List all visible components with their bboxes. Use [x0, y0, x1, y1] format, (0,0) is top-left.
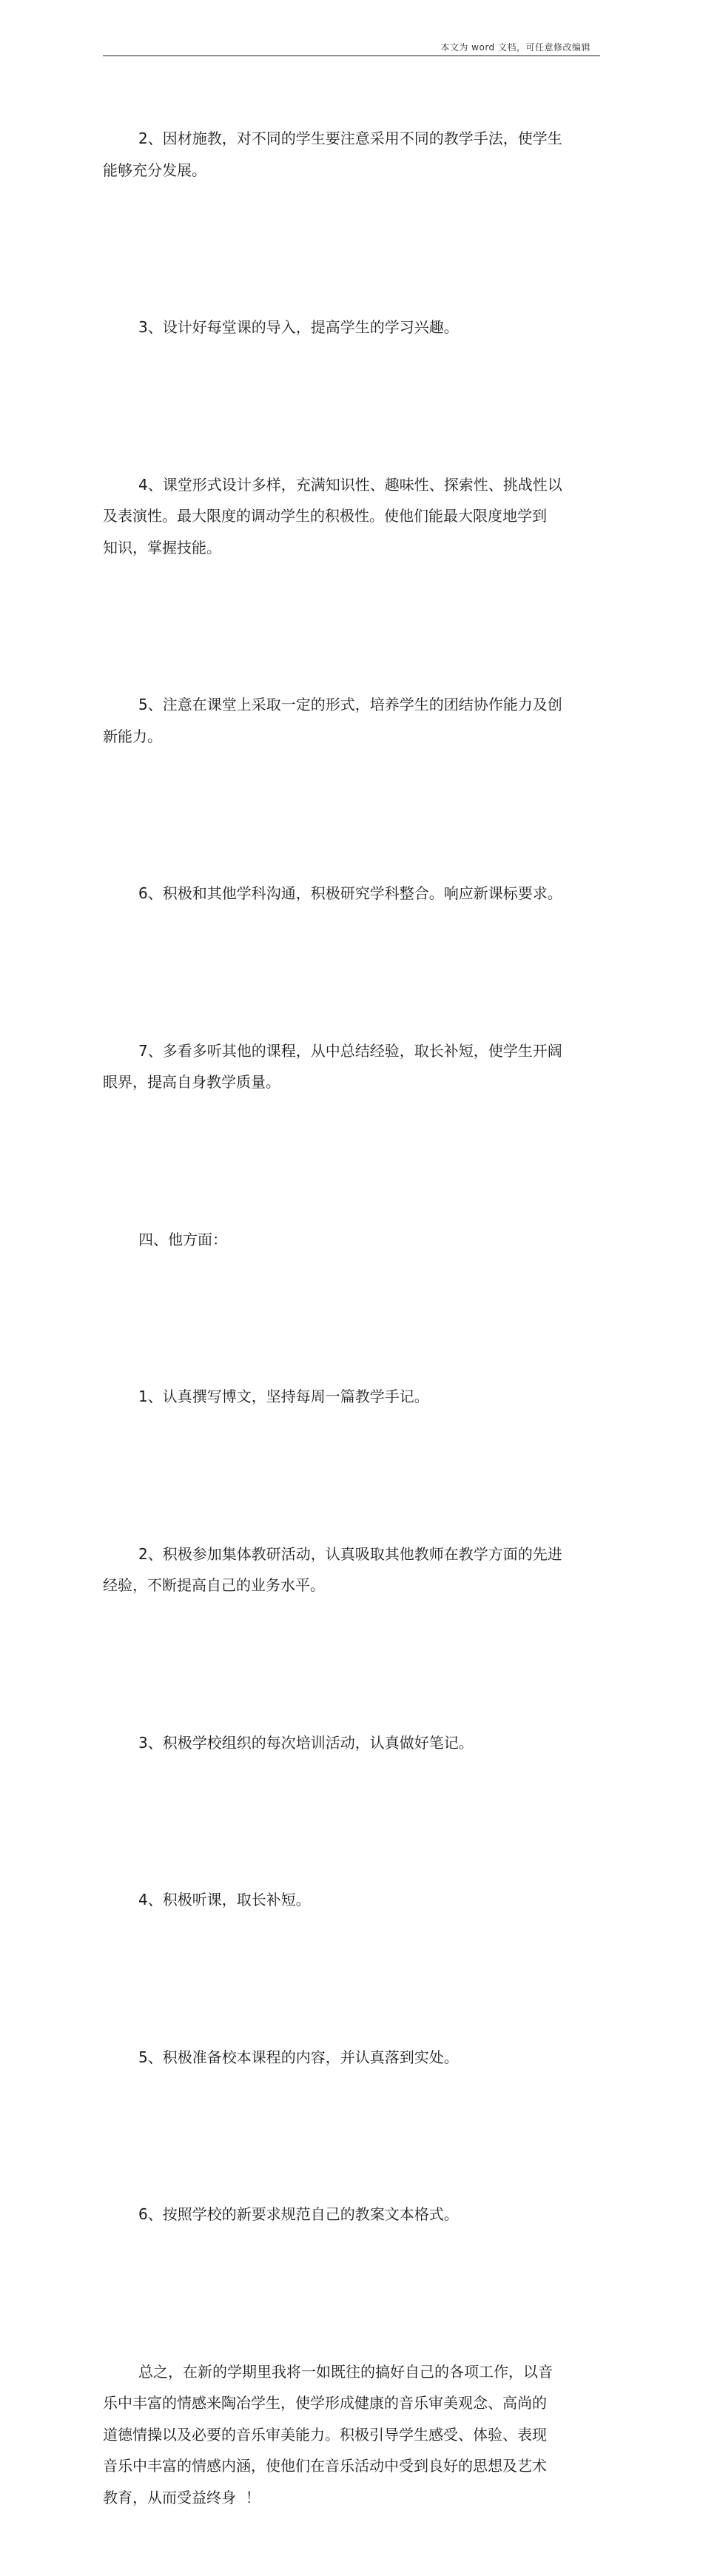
paragraph-line: 6、按照学校的新要求规范自己的教案文本格式。 [103, 2199, 569, 2230]
paragraph-line: 5、积极准备校本课程的内容，并认真落到实处。 [103, 2042, 569, 2074]
header-note: 本文为 word 文档，可任意修改编辑 [440, 41, 591, 53]
paragraph-line: 音乐中丰富的情感内涵，使他们在音乐活动中受到良好的思想及艺术 [103, 2450, 569, 2482]
paragraph-line: 1、认真撰写博文，坚持每周一篇教学手记。 [103, 1381, 569, 1413]
paragraph-line: 道德情操以及必要的音乐审美能力。积极引导学生感受、体验、表现 [103, 2419, 569, 2451]
paragraph-5 [103, 815, 569, 972]
paragraph-line: 知识，掌握技能。 [103, 532, 569, 564]
paragraph-8 [103, 1318, 569, 1476]
paragraph-line: 及表演性。最大限度的调动学生的积极性。使他们能最大限度地学到 [103, 500, 569, 532]
paragraph-line: 四、他方面： [103, 1224, 569, 1256]
paragraph-line: 3、积极学校组织的每次培训活动，认真做好笔记。 [103, 1727, 569, 1759]
paragraph-line: 2、积极参加集体教研活动，认真吸取其他教师在教学方面的先进 [103, 1538, 569, 1570]
paragraph-line: 7、多看多听其他的课程，从中总结经验，取长补短，使学生开阔 [103, 1035, 569, 1067]
paragraph-line: 4、课堂形式设计多样，充满知识性、趣味性、探索性、挑战性以 [103, 469, 569, 501]
paragraph-12 [103, 1979, 569, 2136]
paragraph-4 [103, 626, 569, 815]
paragraph-1 [103, 60, 569, 249]
paragraph-line: 5、注意在课堂上采取一定的形式，培养学生的团结协作能力及创 [103, 689, 569, 721]
paragraph-line: 乐中丰富的情感来陶冶学生，使学形成健康的音乐审美观念、高尚的 [103, 2387, 569, 2419]
paragraph-3 [103, 406, 569, 627]
paragraph-6 [103, 972, 569, 1161]
paragraph-line: 教育，从而受益终身 ！ [103, 2482, 569, 2514]
paragraph-11 [103, 1821, 569, 1979]
paragraph-9 [103, 1476, 569, 1664]
paragraph-10 [103, 1664, 569, 1822]
paragraph-line: 眼界，提高自身教学质量。 [103, 1066, 569, 1098]
paragraph-line: 能够充分发展。 [103, 155, 569, 186]
paragraph-line: 3、设计好每堂课的导入，提高学生的学习兴趣。 [103, 312, 569, 343]
paragraph-summary [103, 2293, 569, 2576]
paragraph-line: 经验，不断提高自己的业务水平。 [103, 1570, 569, 1601]
section-heading-other [103, 1161, 569, 1319]
paragraph-line: 总之，在新的学期里我将一如既往的搞好自己的各项工作，以音 [103, 2356, 569, 2388]
paragraph-2 [103, 249, 569, 406]
document-body [103, 60, 569, 2576]
paragraph-line: 新能力。 [103, 721, 569, 753]
paragraph-13 [103, 2136, 569, 2293]
paragraph-line: 4、积极听课，取长补短。 [103, 1884, 569, 1916]
paragraph-line: 2、因材施教，对不同的学生要注意采用不同的教学手法，使学生 [103, 123, 569, 155]
paragraph-line: 6、积极和其他学科沟通，积极研究学科整合。响应新课标要求。 [103, 878, 569, 909]
